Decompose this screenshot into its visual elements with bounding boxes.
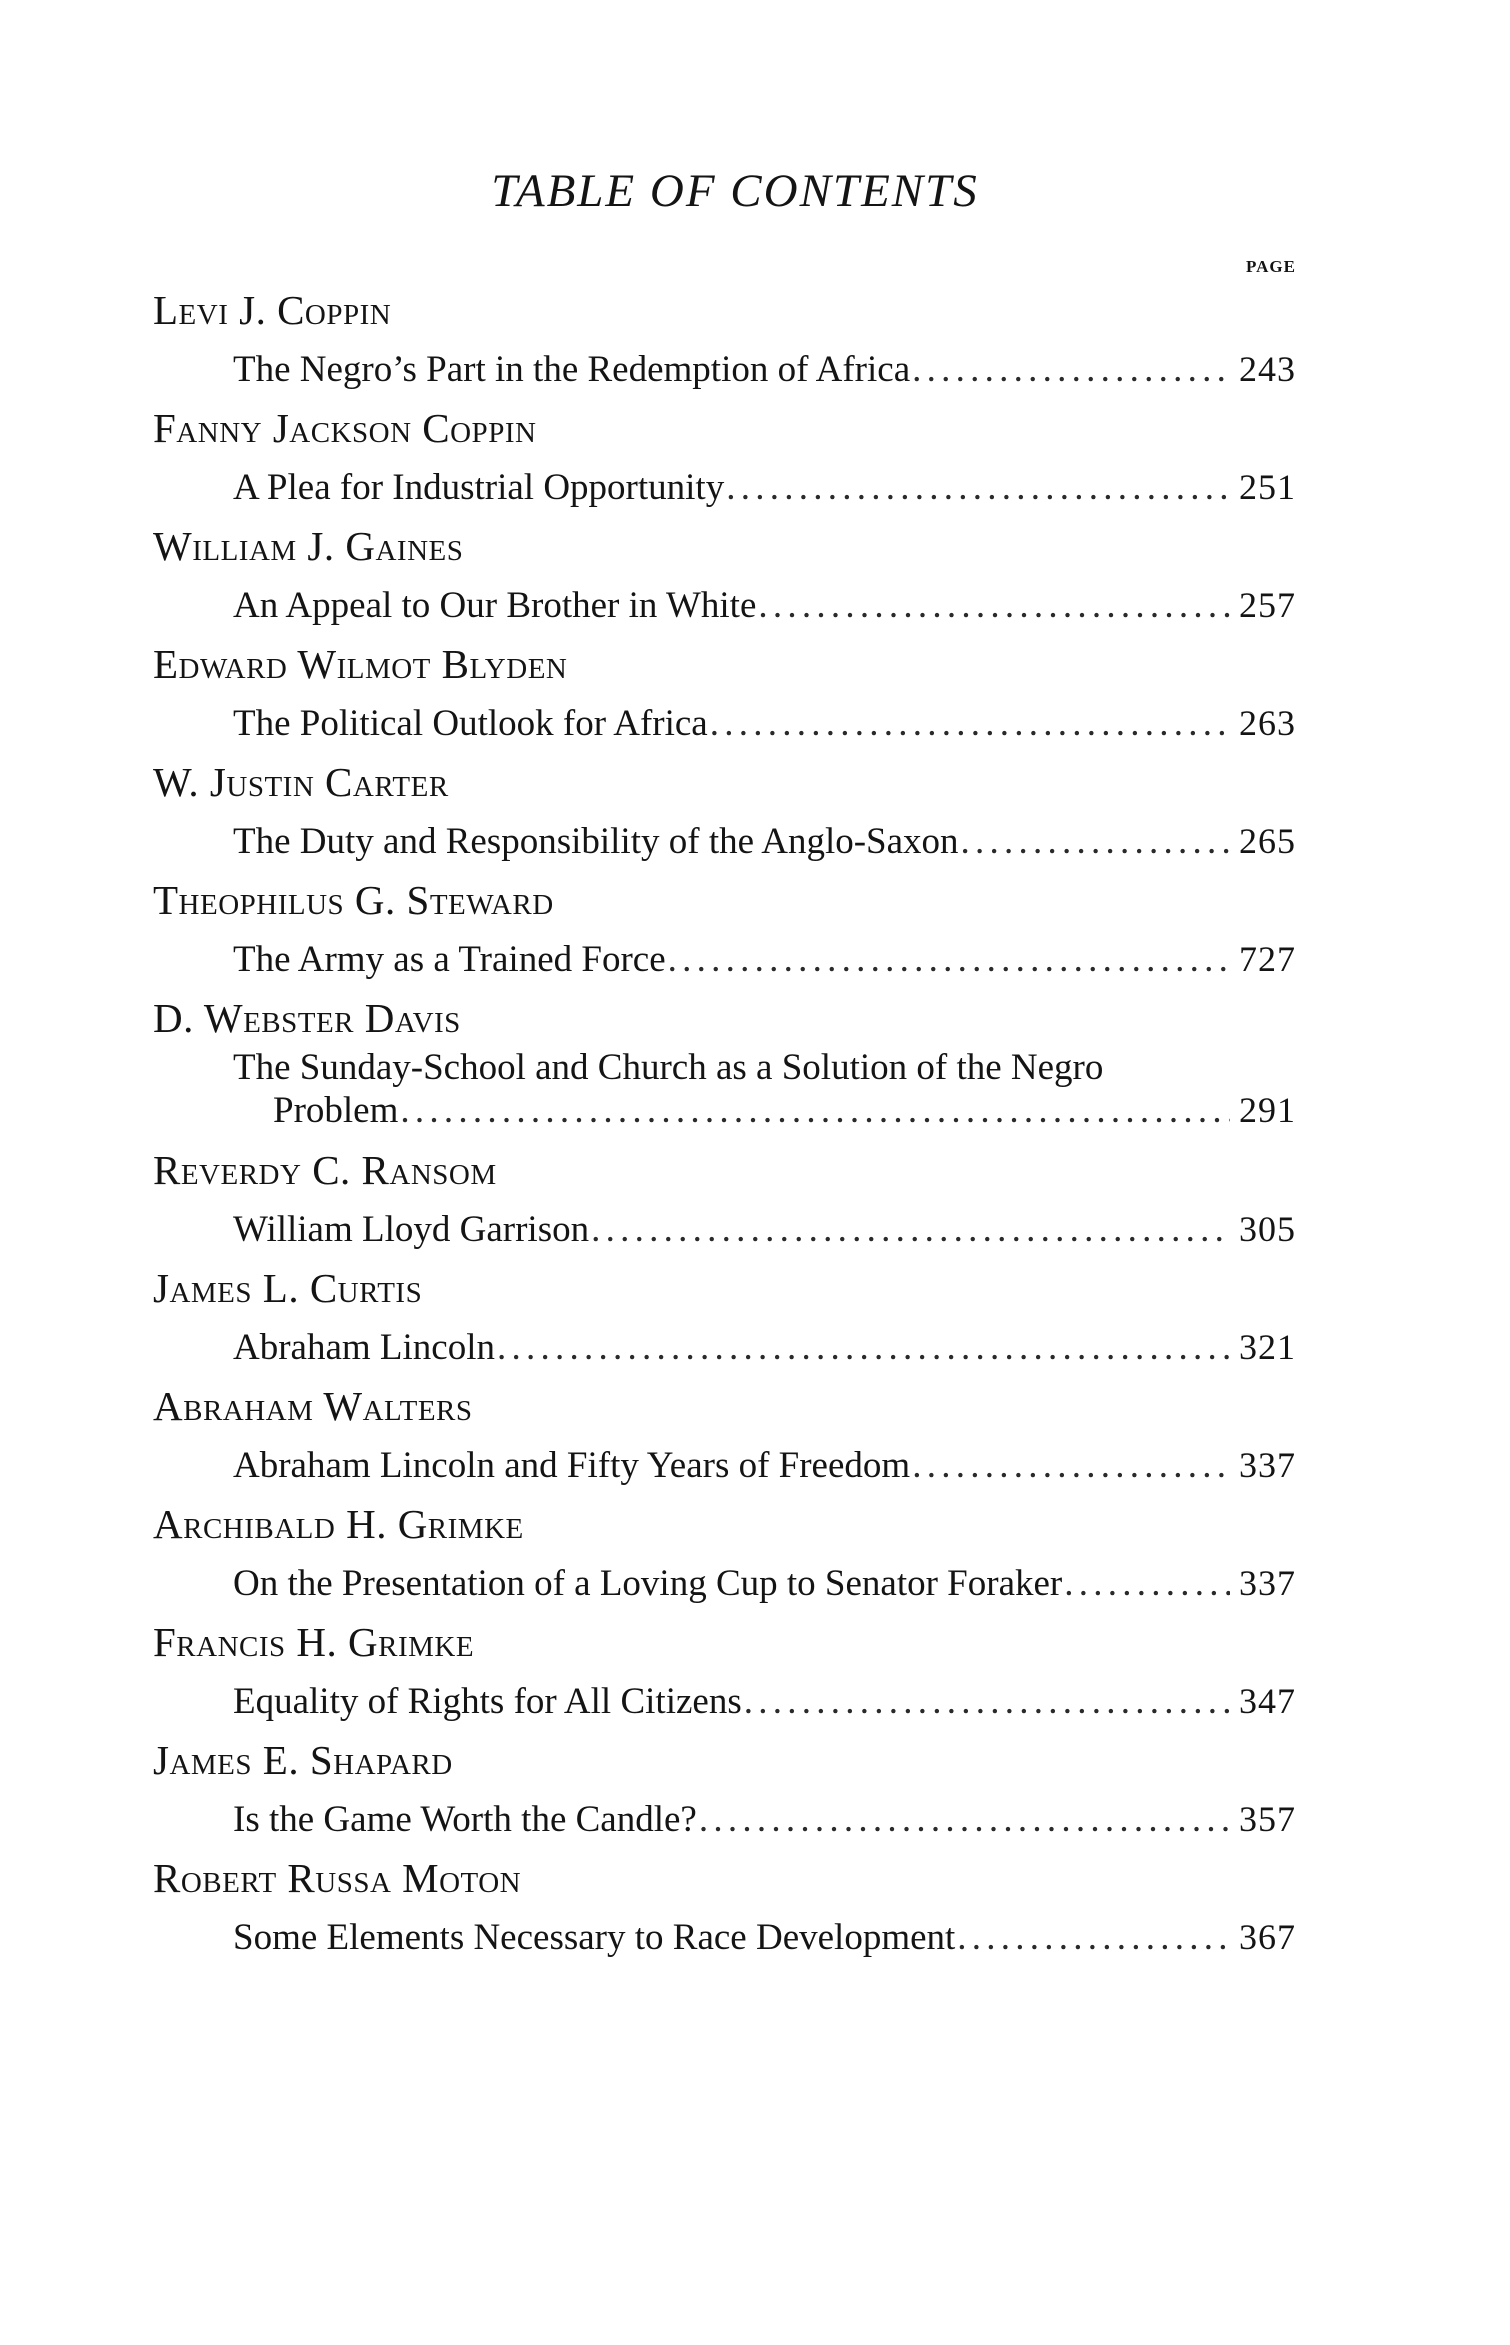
- entry-line[interactable]: [233, 1318, 1296, 1376]
- entry-title: The Duty and Responsibility of the Anglo-Saxon: [233, 821, 959, 862]
- entry-line[interactable]: [233, 694, 1296, 752]
- entry-title: Abraham Lincoln and Fifty Years of Freedom: [233, 1445, 911, 1486]
- dot-leader: [726, 459, 1230, 517]
- entry-line[interactable]: [233, 1672, 1296, 1730]
- entry-title-line1: The Sunday-School and Church as a Solution of the Negro: [233, 1047, 1104, 1088]
- entry-title: On the Presentation of a Loving Cup to Senator Foraker: [233, 1563, 1063, 1604]
- dot-leader: [957, 1909, 1230, 1967]
- dot-leader: [912, 341, 1230, 399]
- entry-author: W. Justin Carter: [153, 759, 449, 805]
- entry-title: A Plea for Industrial Opportunity: [233, 467, 725, 508]
- entry-author: Theophilus G. Steward: [153, 877, 554, 923]
- entry-page-number: 291: [1239, 1090, 1296, 1130]
- entry-line[interactable]: [233, 340, 1296, 398]
- entry-author: Edward Wilmot Blyden: [153, 641, 568, 687]
- entry-line[interactable]: [233, 930, 1296, 988]
- toc-list: [153, 280, 1296, 1966]
- entry-page-number: 337: [1239, 1563, 1296, 1603]
- entry-page-number: 321: [1239, 1327, 1296, 1367]
- dot-leader: [961, 813, 1230, 871]
- entry-page-number: 727: [1239, 939, 1296, 979]
- toc-entry: [153, 752, 1296, 870]
- dot-leader: [497, 1319, 1230, 1377]
- entry-line[interactable]: [233, 812, 1296, 870]
- entry-page-number: 243: [1239, 349, 1296, 389]
- dot-leader: [710, 695, 1230, 753]
- dot-leader: [758, 577, 1230, 635]
- toc-entry: [153, 1258, 1296, 1376]
- entry-author: D. Webster Davis: [153, 995, 461, 1041]
- entry-title: William Lloyd Garrison: [233, 1209, 590, 1250]
- entry-page-number: 337: [1239, 1445, 1296, 1485]
- toc-entry: [153, 1140, 1296, 1258]
- entry-author: Fanny Jackson Coppin: [153, 405, 537, 451]
- entry-title: Equality of Rights for All Citizens: [233, 1681, 742, 1722]
- entry-title-line2: Problem: [273, 1090, 399, 1131]
- entry-line[interactable]: [233, 576, 1296, 634]
- toc-entry: [153, 1730, 1296, 1848]
- toc-entry: [153, 988, 1296, 1132]
- toc-entry: [153, 280, 1296, 398]
- entry-author: William J. Gaines: [153, 523, 464, 569]
- entry-line[interactable]: [233, 1908, 1296, 1966]
- entry-page-number: 357: [1239, 1799, 1296, 1839]
- toc-entry: [153, 1848, 1296, 1966]
- entry-author: Levi J. Coppin: [153, 287, 392, 333]
- entry-page-number: 305: [1239, 1209, 1296, 1249]
- entry-author: James L. Curtis: [153, 1265, 423, 1311]
- entry-line[interactable]: [233, 1554, 1296, 1612]
- entry-author: James E. Shapard: [153, 1737, 453, 1783]
- dot-leader: [1064, 1555, 1230, 1613]
- dot-leader: [912, 1437, 1230, 1495]
- entry-page-number: 257: [1239, 585, 1296, 625]
- dot-leader: [400, 1089, 1230, 1133]
- entry-page-number: 251: [1239, 467, 1296, 507]
- toc-entry: [153, 398, 1296, 516]
- toc-entry: [153, 870, 1296, 988]
- entry-page-number: 367: [1239, 1917, 1296, 1957]
- entry-author: Robert Russa Moton: [153, 1855, 522, 1901]
- entry-title: The Army as a Trained Force: [233, 939, 666, 980]
- page-column-label: PAGE: [1246, 257, 1296, 276]
- entry-line[interactable]: [233, 1436, 1296, 1494]
- entry-title: The Negro’s Part in the Redemption of Africa: [233, 349, 911, 390]
- page-title: TABLE OF CONTENTS: [491, 165, 979, 217]
- entry-page-number: 347: [1239, 1681, 1296, 1721]
- entry-line[interactable]: [233, 458, 1296, 516]
- entry-title: An Appeal to Our Brother in White: [233, 585, 757, 626]
- toc-entry: [153, 1376, 1296, 1494]
- toc-entry: [153, 516, 1296, 634]
- dot-leader: [591, 1201, 1230, 1259]
- entry-page-number: 263: [1239, 703, 1296, 743]
- entry-page-number: 265: [1239, 821, 1296, 861]
- entry-line[interactable]: [233, 1790, 1296, 1848]
- entry-title: Abraham Lincoln: [233, 1327, 495, 1368]
- toc-entry: [153, 1612, 1296, 1730]
- entry-title: Some Elements Necessary to Race Development: [233, 1917, 956, 1958]
- entry-author: Archibald H. Grimke: [153, 1501, 524, 1547]
- entry-author: Francis H. Grimke: [153, 1619, 475, 1665]
- entry-title: The Political Outlook for Africa: [233, 703, 708, 744]
- toc-entry: [153, 634, 1296, 752]
- toc-entry: [153, 1494, 1296, 1612]
- dot-leader: [668, 931, 1230, 989]
- dot-leader: [744, 1673, 1230, 1731]
- entry-author: Reverdy C. Ransom: [153, 1147, 497, 1193]
- entry-line[interactable]: [233, 1200, 1296, 1258]
- entry-author: Abraham Walters: [153, 1383, 473, 1429]
- entry-line[interactable]: [233, 1048, 1296, 1132]
- dot-leader: [699, 1791, 1230, 1849]
- entry-title: Is the Game Worth the Candle?: [233, 1799, 697, 1840]
